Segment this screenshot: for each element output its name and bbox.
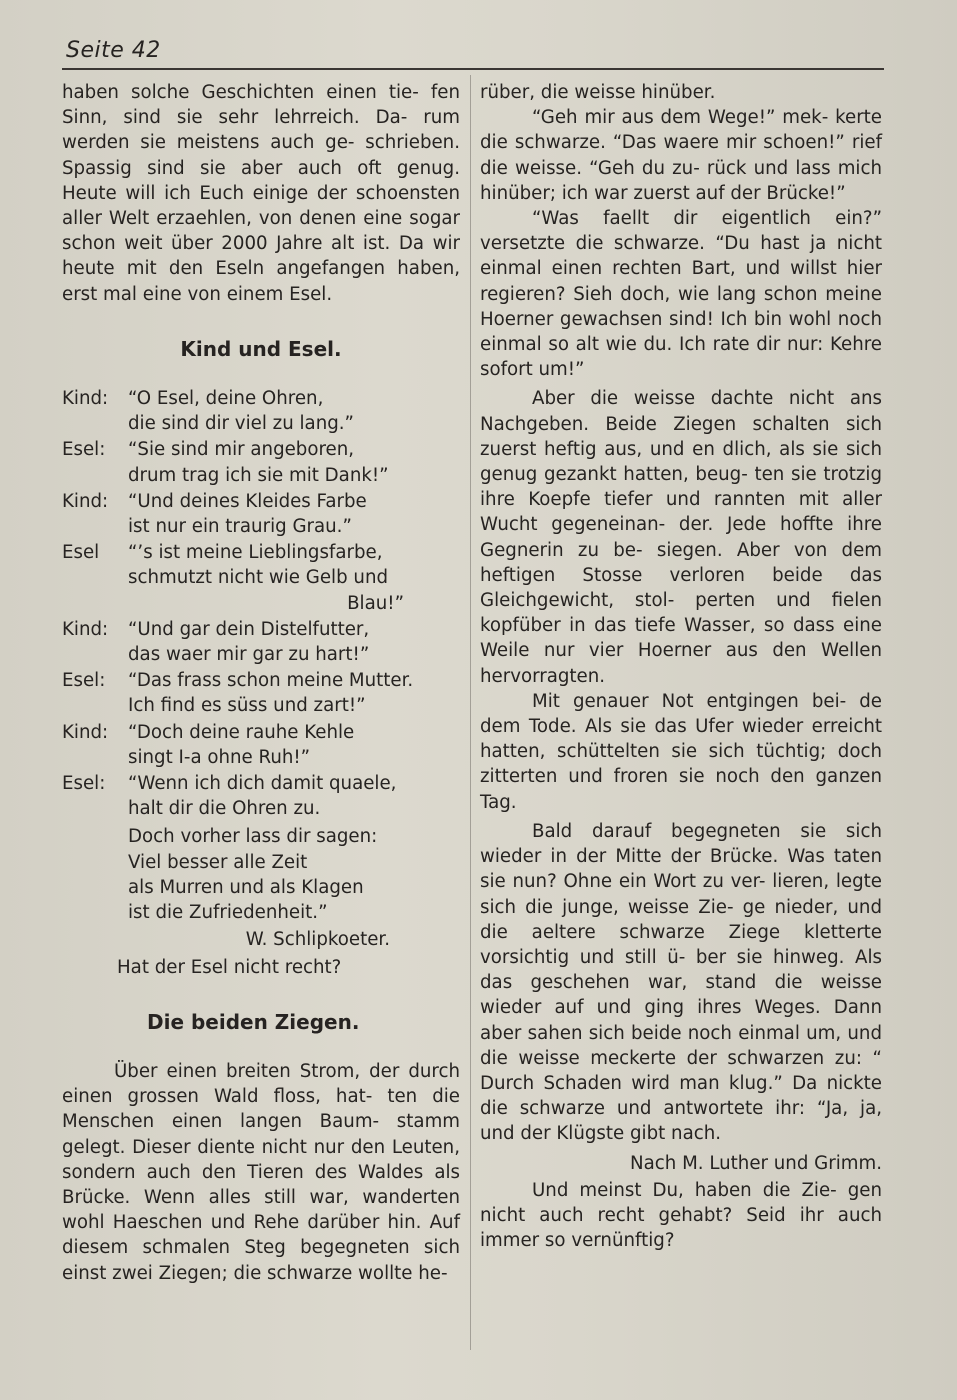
closing-paragraph: Und meinst Du, haben die Zie- gen nicht auch recht gehabt? Seid ihr auch immer so vernünftig? — [480, 1179, 882, 1252]
story-paragraph: Aber die weisse dachte nicht ans Nachgeben. Beide Ziegen schalten sich zuerst heftig aus, und en dlich, als sie sich genug gezankt hatten, beug- ten sie trotzig ihre Koepfe tiefer und rannten mit aller Wucht gegeneinan- der. Jede hoffte ihre Gegnerin zu be- siegen. Aber von dem heftigen Stosse verloren beide das Gleichgewicht, stol- perten und fielen kopfüber in das tiefe Wasser, so dass eine Weile nur vier Hoerner aus den Wellen hervorragten. — [480, 388, 882, 687]
story-title: Die beiden Ziegen. — [147, 1009, 360, 1034]
verse-line: Ich find es süss und zart!” — [128, 695, 366, 717]
story-paragraph: “Was faellt dir eigentlich ein?” versetzte die schwarze. “Du hast ja nicht einmal einen rechten Bart, und willst hier regieren? Sieh doch, wie lang schon meine Hoerner gewachsen sind! Ich bin wohl noch einmal so alt wie du. Ich rate dir nur: Kehre sofort um!” — [480, 208, 882, 381]
verse-speaker: Esel: — [62, 439, 106, 461]
verse-line: Doch vorher lass dir sagen: — [128, 826, 378, 848]
verse-speaker: Esel: — [62, 773, 106, 795]
verse-line: halt dir die Ohren zu. — [128, 798, 321, 820]
verse-line: singt I-a ohne Ruh!” — [128, 746, 311, 768]
verse-line: “Das frass schon meine Mutter. — [128, 670, 414, 692]
story-paragraph: Mit genauer Not entgingen bei- de dem Tode. Als sie das Ufer wieder erreicht hatten, schüttelten sie sich tüchtig; doch zitterten und froren sie noch den ganzen Tag. — [480, 690, 882, 813]
verse-line: “Doch deine rauhe Kehle — [128, 721, 355, 743]
story-paragraph: Bald darauf begegneten sie sich wieder in der Mitte der Brücke. Was taten sie nun? Ohne ein Wort zu ver- lieren, legte sich die junge, weisse Zie- ge nieder, und die aeltere schwarze Ziege kletterte vorsichtig und still ü- ber sie hinweg. Als das geschehen war, stand die weisse wieder auf und ging ihres Weges. Dann aber sahen sich beide noch einmal um, und die weisse meckerte der schwarzen zu: “ Durch Schaden wird man klug.” Da nickte die schwarze und antwortete ihr: “Ja, ja, und der Klügste gibt nach. — [480, 820, 882, 1145]
poem-question: Hat der Esel nicht recht? — [117, 956, 342, 978]
intro-paragraph: haben solche Geschichten einen tie- fen Sinn, sind sie sehr lehrreich. Da- rum werden sie meistens auch ge- schrieben. Spassig sind sie aber auch oft genug. Heute will ich Euch einige der schoensten aller Welt erzaehlen, von denen eine sogar schon weit über 2000 Jahre alt ist. Da wir heute mit den Eseln angefangen haben, erst mal eine von einem Esel. — [62, 82, 460, 305]
verse-line: die sind dir viel zu lang.” — [128, 413, 354, 435]
story-paragraph: “Geh mir aus dem Wege!” mek- kerte die schwarze. “Das waere mir schoen!” rief die weisse. “Geh du zu- rück und lass mich hinüber; ich war zuerst auf der Brücke!” — [480, 107, 882, 204]
verse-line: schmutzt nicht wie Gelb und — [128, 567, 389, 589]
verse-line: Viel besser alle Zeit — [128, 851, 308, 873]
verse-speaker: Kind: — [62, 490, 109, 512]
left-column — [62, 80, 460, 1286]
verse-line: “O Esel, deine Ohren, — [128, 388, 324, 410]
poem-verse — [62, 540, 460, 616]
verse-line: “Und deines Kleides Farbe — [128, 490, 367, 512]
verse-speaker: Esel: — [62, 670, 106, 692]
header-rule — [62, 68, 884, 70]
poem — [62, 386, 460, 925]
page-number: Seite 42 — [66, 38, 161, 63]
verse-line: ist nur ein traurig Grau.” — [128, 516, 352, 538]
poem-verse — [62, 617, 460, 667]
poem-verse — [62, 489, 460, 539]
verse-line: drum trag ich sie mit Dank!” — [128, 464, 389, 486]
verse-line: ist die Zufriedenheit.” — [128, 902, 328, 924]
poem-verse — [62, 668, 460, 718]
verse-speaker: Esel — [62, 542, 100, 564]
poem-verse — [62, 720, 460, 770]
story-paragraph: rüber, die weisse hinüber. — [480, 82, 716, 103]
story-paragraph: Über einen breiten Strom, der durch einen grossen Wald floss, hat- ten die Menschen einen langen Baum- stamm gelegt. Dieser diente nicht nur den Leuten, sondern auch den Tieren des Waldes als Brücke. Wenn alles still war, wanderten wohl Haeschen und Rehe darüber hin. Auf diesem schmalen Steg begegneten sich einst zwei Ziegen; die schwarze wollte he- — [62, 1060, 460, 1284]
verse-line: “Und gar dein Distelfutter, — [128, 618, 370, 640]
right-column — [480, 80, 882, 1253]
verse-line: “’s ist meine Lieblingsfarbe, — [128, 542, 383, 564]
verse-line: das waer mir gar zu hart!” — [128, 644, 370, 666]
poem-verse — [62, 771, 460, 821]
verse-speaker: Kind: — [62, 388, 109, 410]
verse-line: als Murren und als Klagen — [128, 876, 364, 898]
poem-verse — [62, 437, 460, 487]
verse-line: “Sie sind mir angeboren, — [128, 439, 355, 461]
poem-author: W. Schlipkoeter. — [245, 929, 390, 951]
poem-verse — [62, 386, 460, 436]
verse-line: Blau!” — [347, 592, 404, 614]
poem-verse — [62, 824, 460, 925]
story-attribution: Nach M. Luther und Grimm. — [630, 1152, 882, 1174]
poem-title: Kind und Esel. — [180, 336, 342, 361]
verse-speaker: Kind: — [62, 721, 109, 743]
verse-speaker — [62, 824, 128, 925]
verse-speaker: Kind: — [62, 618, 109, 640]
verse-line: “Wenn ich dich damit quaele, — [128, 773, 397, 795]
column-divider — [470, 75, 471, 1350]
